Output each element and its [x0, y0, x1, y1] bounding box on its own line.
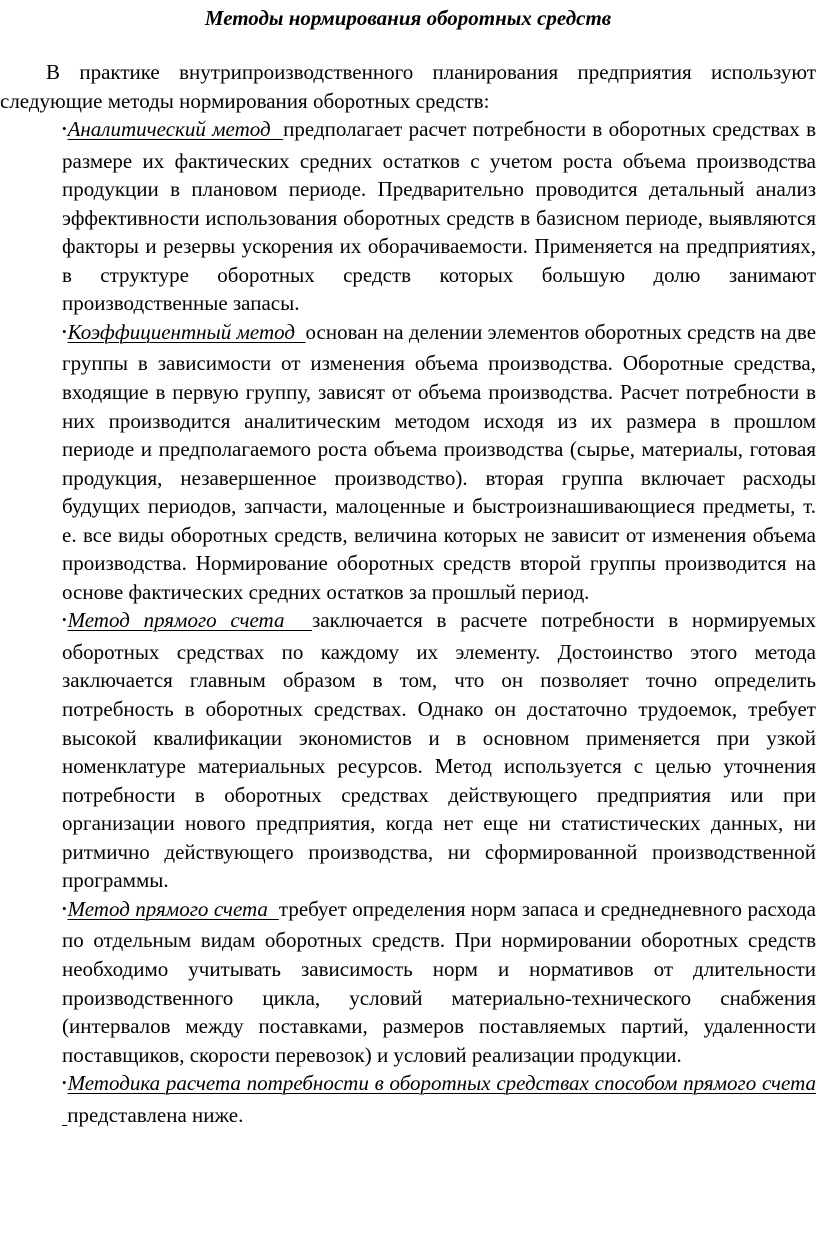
item-text: требует определения норм запаса и среднедневного расхода по отдельным видам оборотных средств. При нормировании оборотных средств необходимо учитывать зависимость норм и нормативов от длительности производственного цикла, условий материально-технического снабжения (интервалов между поставками, размеров поставляемых партий, удаленности поставщиков, скорости перевозок) и условий реализации продукции. [62, 896, 816, 1067]
list-item-coefficient-method [0, 318, 816, 606]
intro-paragraph: В практике внутрипроизводственного планирования предприятия используют следующие методы нормирования оборотных средств: [0, 60, 816, 113]
item-text: заключается в расчете потребности в нормируемых оборотных средствах по каждому их элементу. Достоинство этого метода заключается главным образом в том, что он позволяет точно определить потребность в оборотных средствах. Однако он достаточно трудоемок, требует высокой квалификации экономистов и в основном применяется при узкой номенклатуре материальных ресурсов. Метод используется с целью уточнения потребности в оборотных средствах действующего предприятия или при организации нового предприятия, когда нет еще ни статистических данных, ни ритмично действующего производства, ни сформированной производственной программы. [62, 608, 816, 893]
bullet-icon: • [62, 323, 67, 339]
item-text: основан на делении элементов оборотных средств на две группы в зависимости от изменения объема производства. Оборотные средства, входящие в первую группу, зависят от объема производства. Расчет потребности в них производится аналитическим методом исходя из их размера в прошлом периоде и предполагаемого роста объема производства (сырье, материалы, готовая продукция, незавершенное производство). вторая группа включает расходы будущих периодов, запчасти, малоценные и быстроизнашивающиеся предметы, т. е. все виды оборотных средств, величина которых не зависит от изменения объема производства. Нормирование оборотных средств второй группы производится на основе фактических средних остатков за прошлый период. [62, 319, 816, 604]
list-item-direct-count-method-norms [0, 895, 816, 1069]
term-calculation-methodology: Методика расчета потребности в оборотных средствах способом прямого счета [67, 1071, 816, 1096]
list-item-direct-count-method [0, 606, 816, 894]
document-body [0, 58, 816, 1129]
term-analytic-method: Аналитический метод [67, 117, 271, 142]
list-item-calculation-methodology [0, 1069, 816, 1129]
item-text: предполагает расчет потребности в оборотных средствах в размере их фактических средних остатков с учетом роста объема производства продукции в плановом периоде. Предварительно проводится детальный анализ эффективности использования оборотных средств в базисном периоде, выявляются факторы и резервы ускорения их оборачиваемости. Применяется на предприятиях, в структуре оборотных средств которых большую долю занимают производственные запасы. [62, 117, 816, 316]
bullet-icon: • [62, 900, 67, 916]
list-item-analytic-method [0, 115, 816, 318]
bullet-icon: • [62, 1075, 67, 1091]
bullet-icon: • [62, 612, 67, 628]
item-text: представлена ниже. [67, 1102, 244, 1127]
document-title: Методы нормирования оборотных средств [204, 6, 612, 30]
term-direct-count-method: Метод прямого счета [67, 608, 285, 633]
term-direct-count-method: Метод прямого счета [67, 896, 268, 921]
bullet-icon: • [62, 121, 67, 137]
term-coefficient-method: Коэффициентный метод [67, 319, 295, 344]
